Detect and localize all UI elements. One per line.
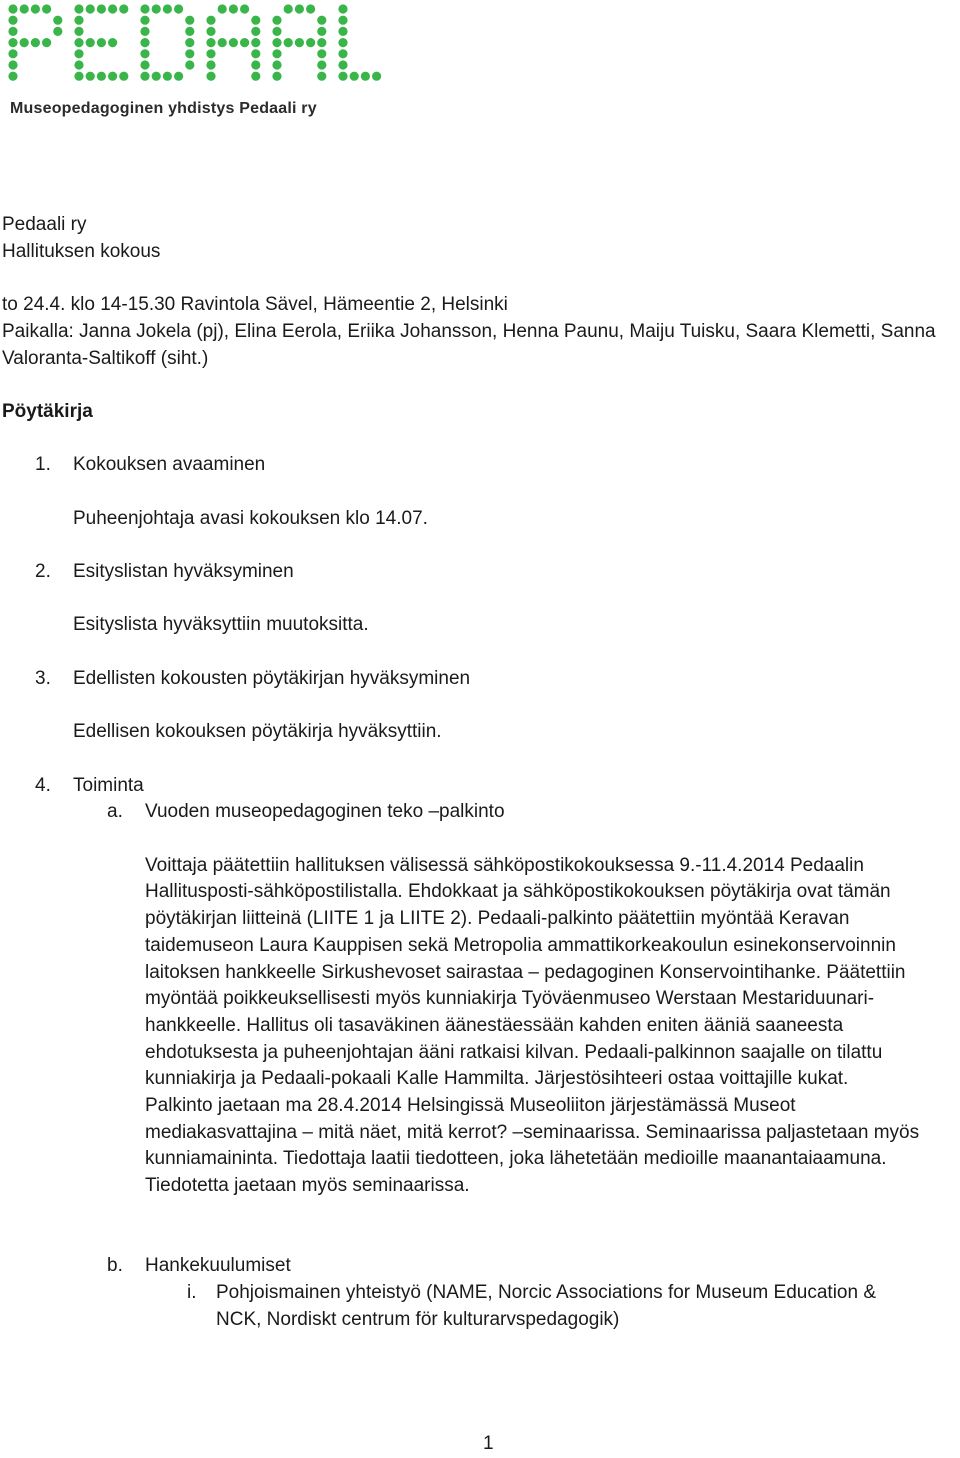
agenda-item-1 — [2, 452, 958, 479]
sub-item-b — [2, 1253, 958, 1280]
paragraph-line: Hallitusposti-sähköpostilistalla. Ehdokkaat ja sähköpostikokouksen pöytäkirja ovat tämän — [145, 881, 891, 903]
sub-item-b-i — [2, 1280, 958, 1307]
logo-dot — [338, 49, 347, 58]
logo-dot — [140, 72, 149, 81]
logo-dot — [8, 4, 17, 13]
org-name: Pedaali ry — [2, 214, 87, 235]
logo-dot — [338, 27, 347, 36]
logo-dot — [306, 4, 315, 13]
logo-dot — [338, 4, 347, 13]
logo-dot — [152, 4, 161, 13]
logo-dot — [206, 16, 215, 25]
logo-dot — [185, 38, 194, 47]
logo-dot — [86, 72, 95, 81]
pedaali-logo-dots — [8, 4, 383, 88]
logo-dot — [185, 27, 194, 36]
paragraph-line: Tiedotetta jaetaan myös seminaarissa. — [145, 1175, 470, 1197]
logo-dot — [174, 4, 183, 13]
logo-dot — [185, 16, 194, 25]
logo-dot — [42, 4, 51, 13]
logo-dot — [185, 49, 194, 58]
logo-dot — [108, 4, 117, 13]
logo-dot — [20, 4, 29, 13]
sub-item-b-i-cont — [2, 1307, 958, 1334]
logo-dot — [317, 27, 326, 36]
sub-item-heading: Hankekuulumiset — [145, 1255, 291, 1277]
logo-dot — [163, 72, 172, 81]
item-number: 3. — [35, 667, 51, 689]
logo-dot — [317, 49, 326, 58]
award-paragraph — [2, 853, 958, 1200]
logo-dot — [338, 72, 347, 81]
logo-dot — [74, 60, 83, 69]
logo-dot — [53, 16, 62, 25]
logo-dot — [350, 72, 359, 81]
logo-dot — [229, 38, 238, 47]
logo-dot — [8, 72, 17, 81]
logo-dot — [229, 4, 238, 13]
roman-numeral: i. — [187, 1281, 197, 1303]
sub-item-a — [2, 799, 958, 826]
logo-dot — [295, 4, 304, 13]
logo-dot — [272, 49, 281, 58]
logo-dot — [140, 4, 149, 13]
logo-dot — [42, 38, 51, 47]
paragraph-line: hankkeelle. Hallitus oli tasaväkinen äänestäessään kahden eniten ääniä saaneesta — [145, 1014, 844, 1036]
logo-dot — [240, 38, 249, 47]
subsub-line-2: NCK, Nordiskt centrum för kulturarvspedagogik) — [216, 1308, 620, 1330]
logo-dot — [140, 60, 149, 69]
logo-dot — [119, 72, 128, 81]
logo-dot — [240, 4, 249, 13]
sub-item-letter: b. — [107, 1255, 123, 1277]
minutes-document — [2, 212, 958, 1333]
logo-dot — [206, 60, 215, 69]
logo-dot — [251, 27, 260, 36]
logo-dot — [251, 49, 260, 58]
logo-dot — [74, 38, 83, 47]
logo-dot — [251, 72, 260, 81]
agenda-item-2 — [2, 559, 958, 586]
logo-dot — [317, 16, 326, 25]
logo-dot — [140, 16, 149, 25]
logo-dot — [119, 4, 128, 13]
logo-dot — [8, 49, 17, 58]
logo-dot — [74, 16, 83, 25]
logo-caption: Museopedagoginen yhdistys Pedaali ry — [10, 100, 317, 117]
logo-dot — [152, 72, 161, 81]
item-body: Puheenjohtaja avasi kokouksen klo 14.07. — [73, 507, 428, 529]
paragraph-line: kunniamaininta. Tiedottaja laatii tiedotteen, joka lähetetään medioille maanantaiaamuna. — [145, 1148, 887, 1170]
logo-dot — [206, 49, 215, 58]
logo-dot — [140, 27, 149, 36]
logo-dot — [206, 72, 215, 81]
logo-dot — [317, 72, 326, 81]
paragraph-line: kunniakirja ja Pedaali-pokaali Kalle Hammilta. Järjestösihteeri ostaa voittajille kukat. — [145, 1068, 849, 1090]
logo-dot — [251, 38, 260, 47]
logo-dot — [74, 72, 83, 81]
logo-dot — [317, 60, 326, 69]
paragraph-line: laitoksen hankkeelle Sirkushevoset sairastaa – pedagoginen Konservointihanke. Päätettiin — [145, 961, 906, 983]
logo-dot — [20, 38, 29, 47]
logo-dot — [306, 38, 315, 47]
logo-dot — [338, 60, 347, 69]
sub-item-heading: Vuoden museopedagoginen teko –palkinto — [145, 801, 505, 823]
paragraph-line: ehdotuksesta ja puheenjohtajan ääni ratkaisi kilvan. Pedaali-palkinnon saajalle on tilattu — [145, 1041, 883, 1063]
logo-dot — [206, 38, 215, 47]
meeting-type: Hallituksen kokous — [2, 240, 161, 262]
logo-dot — [361, 72, 370, 81]
logo-dot — [272, 72, 281, 81]
logo-dot — [218, 38, 227, 47]
logo-dot — [31, 4, 40, 13]
logo-dot — [185, 60, 194, 69]
time-place: to 24.4. klo 14-15.30 Ravintola Sävel, Hämeentie 2, Helsinki — [2, 294, 508, 316]
logo-dot — [140, 49, 149, 58]
logo-dot — [97, 72, 106, 81]
logo-dot — [251, 60, 260, 69]
logo-dot — [8, 38, 17, 47]
logo-dot — [163, 4, 172, 13]
item-heading: Esityslistan hyväksyminen — [73, 561, 294, 583]
logo-dot — [218, 4, 227, 13]
logo-dot — [97, 38, 106, 47]
agenda-item-4 — [2, 773, 958, 800]
logo-dot — [272, 27, 281, 36]
item-number: 2. — [35, 561, 51, 583]
pedaali-logo — [8, 4, 383, 116]
logo-dot — [272, 16, 281, 25]
paragraph-line: mediakasvattajina – mitä näet, mitä kerrot? –seminaarissa. Seminaarissa paljastetaan myös — [145, 1121, 920, 1143]
logo-dot — [140, 38, 149, 47]
logo-dot — [8, 27, 17, 36]
subsub-line-1: Pohjoismainen yhteistyö (NAME, Norcic Associations for Museum Education & — [216, 1281, 876, 1303]
paragraph-line: Palkinto jaetaan ma 28.4.2014 Helsingissä Museoliiton järjestämässä Museot — [145, 1095, 796, 1117]
item-number: 1. — [35, 454, 51, 476]
item-body: Esityslista hyväksyttiin muutoksitta. — [73, 614, 369, 636]
paragraph-line: myöntää poikkeuksellisesti myös kunniakirja Työväenmuseo Werstaan Mestariduunari- — [145, 988, 875, 1010]
logo-dot — [108, 72, 117, 81]
logo-dot — [174, 72, 183, 81]
logo-dot — [74, 49, 83, 58]
logo-dot — [53, 27, 62, 36]
logo-dot — [284, 38, 293, 47]
logo-dot — [8, 60, 17, 69]
paragraph-line: Voittaja päätettiin hallituksen välisessä sähköpostikokouksessa 9.-11.4.2014 Pedaalin — [145, 854, 864, 876]
logo-dot — [206, 27, 215, 36]
sub-item-letter: a. — [107, 801, 123, 823]
logo-dot — [317, 38, 326, 47]
item-heading: Toiminta — [73, 774, 144, 796]
logo-dot — [97, 4, 106, 13]
item-heading: Kokouksen avaaminen — [73, 454, 266, 476]
item-body: Edellisen kokouksen pöytäkirja hyväksyttiin. — [73, 721, 442, 743]
attendees-line-2: Valoranta-Saltikoff (siht.) — [2, 347, 209, 369]
logo-dot — [272, 60, 281, 69]
logo-dot — [251, 16, 260, 25]
paragraph-line: pöytäkirjan liitteinä (LIITE 1 ja LIITE 2). Pedaali-palkinto päätettiin myöntää Keravan — [145, 908, 850, 930]
logo-dot — [338, 16, 347, 25]
attendees-line-1: Paikalla: Janna Jokela (pj), Elina Eerola, Eriika Johansson, Henna Paunu, Maiju Tuisku, Saara Klemetti, Sanna — [2, 320, 936, 342]
logo-dot — [284, 4, 293, 13]
item-heading: Edellisten kokousten pöytäkirjan hyväksyminen — [73, 667, 471, 689]
logo-dot — [86, 4, 95, 13]
logo-dot — [272, 38, 281, 47]
paragraph-line: taidemuseon Laura Kauppisen sekä Metropolia ammattikorkeakoulun esinekonservoinnin — [145, 934, 896, 956]
logo-dot — [74, 4, 83, 13]
document-title: Pöytäkirja — [2, 400, 93, 422]
logo-dot — [86, 38, 95, 47]
logo-dot — [108, 38, 117, 47]
agenda-item-3 — [2, 666, 958, 693]
logo-dot — [372, 72, 381, 81]
item-number: 4. — [35, 774, 51, 796]
logo-dot — [8, 16, 17, 25]
logo-dot — [338, 38, 347, 47]
logo-dot — [74, 27, 83, 36]
page-number: 1 — [483, 1433, 494, 1454]
logo-dot — [295, 38, 304, 47]
logo-dot — [31, 38, 40, 47]
